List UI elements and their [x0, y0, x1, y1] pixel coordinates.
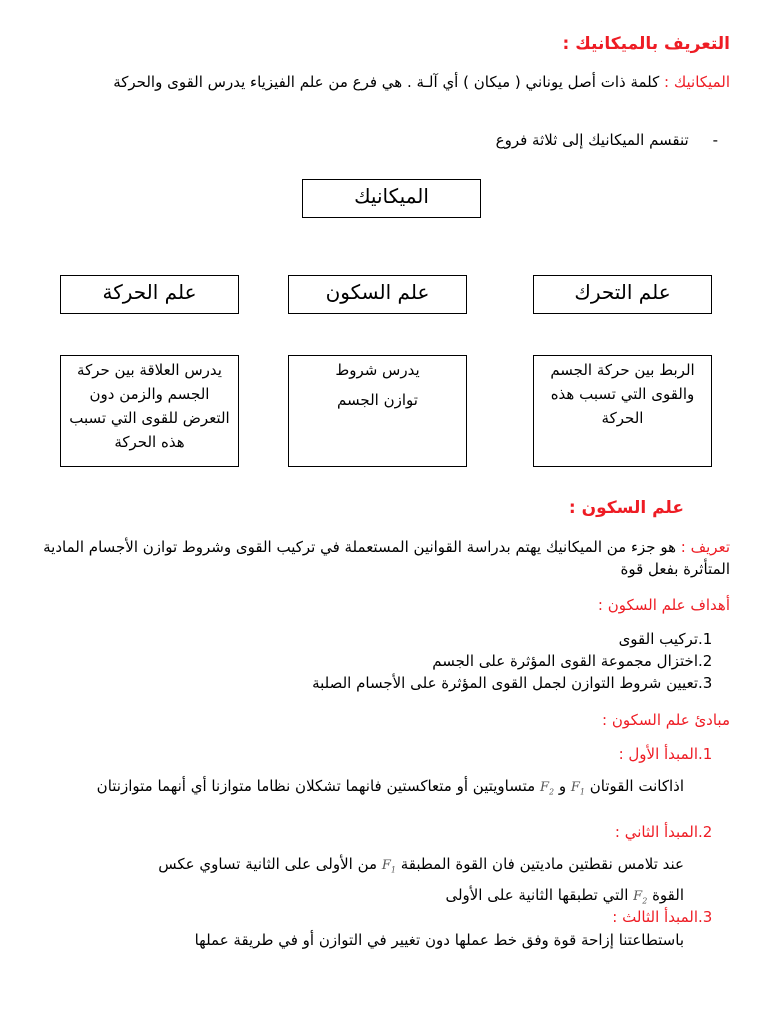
principle-1-text [40, 775, 684, 804]
section-title-mechanics: التعريف بالميكانيك : [562, 34, 730, 54]
principle-text: باستطاعتنا إزاحة قوة وفق خط عملها دون تغيير في التوازن أو في طريقة عملها [194, 931, 684, 949]
bullet-text: تنقسم الميكانيك إلى ثلاثة فروع [495, 131, 689, 149]
branch-kinematics-title: علم الحركة [102, 280, 197, 304]
list-item [84, 628, 724, 650]
principles-heading: مبادئ علم السكون : [602, 711, 730, 729]
diagram-root-label: الميكانيك [354, 184, 429, 208]
statics-definition [40, 536, 730, 580]
item-text: تعيين شروط التوازن لجمل القوى المؤثرة على الأجسام الصلبة [312, 674, 698, 692]
principle-text: التي تطبقها الثانية على الأولى [445, 886, 634, 904]
principle-text: القوة [647, 886, 684, 904]
principle-text: متساويتين أو متعاكستين فانهما تشكلان نظاما متوازنا أي أنهما متوازنتان [96, 777, 540, 795]
principle-text: من الأولى على الثانية تساوي عكس [158, 855, 382, 873]
item-number: 1. [698, 630, 713, 648]
branch-dynamics-desc: الربط بين حركة الجسم والقوى التي تسبب هذه الحركة [550, 361, 695, 427]
branch-statics-box [288, 275, 467, 314]
item-number: 3. [698, 674, 713, 692]
goals-list [84, 628, 724, 694]
branch-statics-desc-box [288, 355, 467, 467]
section-title-statics: علم السكون : [568, 498, 684, 518]
principle-text: عند تلامس نقطتين ماديتين فان القوة المطبقة [395, 855, 684, 873]
list-item [84, 650, 724, 672]
branch-dynamics-box [533, 275, 712, 314]
principle-text: اذاكانت القوتان [584, 777, 684, 795]
principle-title-text: المبدأ الأول : [618, 745, 698, 763]
branch-statics-desc-line2: توازن الجسم [337, 391, 418, 409]
definition-text: كلمة ذات أصل يوناني ( ميكان ) أي آلـة . هي فرع من علم الفيزياء يدرس القوى والحركة [113, 73, 665, 91]
definition-label: الميكانيك : [664, 73, 730, 91]
principle-3-text [40, 929, 684, 951]
principle-2-title [84, 821, 724, 843]
branch-statics-desc-line1: يدرس شروط [335, 361, 420, 379]
principle-title-text: المبدأ الثاني : [614, 823, 698, 841]
branch-kinematics-desc: يدرس العلاقة بين حركة الجسم والزمن دون التعرض للقوى التي تسبب هذه الحركة [69, 361, 230, 451]
list-item [84, 672, 724, 694]
mechanics-definition [40, 71, 730, 93]
principle-2-text-line1 [40, 853, 684, 882]
item-number: 2. [698, 652, 713, 670]
statics-def-text: هو جزء من الميكانيك يهتم بدراسة القوانين المستعملة في تركيب القوى وشروط توازن الأجسام المادية المتأثرة بفعل قوة [43, 538, 730, 578]
diagram-root-box [302, 179, 481, 218]
principle-number: 1. [698, 745, 713, 763]
force-f1-symbol: $F_1$ [570, 780, 585, 797]
branch-kinematics-box [60, 275, 239, 314]
conjunction: و [554, 777, 571, 795]
principle-number: 2. [698, 823, 713, 841]
item-text: تركيب القوى [618, 630, 698, 648]
branches-bullet [118, 129, 718, 151]
branch-dynamics-desc-box [533, 355, 712, 467]
force-f2-symbol: $F_2$ [539, 780, 555, 797]
principle-number: 3. [698, 908, 713, 926]
branch-kinematics-desc-box [60, 355, 239, 467]
force-f1-symbol: $F_1$ [381, 858, 396, 875]
statics-def-label: تعريف : [680, 538, 730, 556]
bullet-dash: - [712, 131, 718, 149]
principle-title-text: المبدأ الثالث : [612, 908, 698, 926]
principle-3-title [84, 906, 724, 928]
force-f2-symbol: $F_2$ [633, 889, 648, 906]
principle-1-title [84, 743, 724, 765]
branch-dynamics-title: علم التحرك [574, 280, 671, 304]
item-text: اختزال مجموعة القوى المؤثرة على الجسم [432, 652, 698, 670]
goals-heading: أهداف علم السكون : [597, 596, 730, 614]
branch-statics-title: علم السكون [325, 280, 430, 304]
